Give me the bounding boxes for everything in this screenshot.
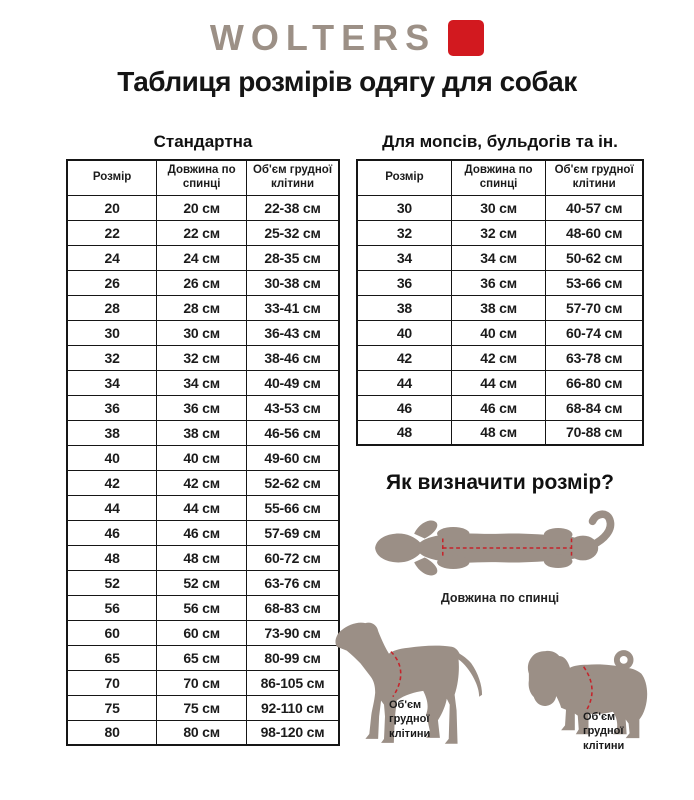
table-cell: 30 [357, 195, 451, 220]
column-header-chest-volume: Об'єм грудної клітини [546, 160, 643, 195]
table-row [67, 270, 339, 295]
table-cell: 56 см [157, 595, 247, 620]
table-cell: 68-84 см [546, 395, 643, 420]
page-title: Таблиця розмірів одягу для собак [117, 66, 577, 97]
table-cell: 26 [67, 270, 157, 295]
table-row [67, 520, 339, 545]
table-row [67, 495, 339, 520]
table-row [357, 295, 643, 320]
table-row [67, 470, 339, 495]
table-cell: 73-90 см [247, 620, 340, 645]
guide-title: Як визначити розмір? [386, 471, 614, 495]
table-cell: 46 см [157, 520, 247, 545]
table-cell: 52 см [157, 570, 247, 595]
table-cell: 46 [67, 520, 157, 545]
table-cell: 32 [67, 345, 157, 370]
table-cell: 55-66 см [247, 495, 340, 520]
brand-logo [0, 17, 694, 58]
table-row [67, 395, 339, 420]
table-cell: 48 [67, 545, 157, 570]
table-cell: 34 см [451, 245, 545, 270]
back-length-label: Довжина по спинці [440, 591, 560, 606]
table-cell: 80 см [157, 720, 247, 745]
table-cell: 22 [67, 220, 157, 245]
table-row [67, 295, 339, 320]
table-cell: 34 [357, 245, 451, 270]
table-cell: 25-32 см [247, 220, 340, 245]
table-cell: 22-38 см [247, 195, 340, 220]
table-row [67, 195, 339, 220]
table-cell: 33-41 см [247, 295, 340, 320]
chest-volume-label: Об'єм грудної клітини [389, 699, 431, 740]
standard-size-table [66, 159, 340, 746]
table-row [67, 570, 339, 595]
table-cell: 92-110 см [247, 695, 340, 720]
table-cell: 30 см [451, 195, 545, 220]
table-cell: 53-66 см [546, 270, 643, 295]
column-header-back-length: Довжина по спинці [451, 160, 545, 195]
table-cell: 38 см [157, 420, 247, 445]
table-cell: 28 [67, 295, 157, 320]
chest-volume-label: Об'єм грудної клітини [583, 711, 625, 752]
table-cell: 66-80 см [546, 370, 643, 395]
table-cell: 36 см [157, 395, 247, 420]
table-row [67, 645, 339, 670]
table-cell: 68-83 см [247, 595, 340, 620]
table-cell: 34 [67, 370, 157, 395]
table-cell: 30-38 см [247, 270, 340, 295]
table-cell: 44 [357, 370, 451, 395]
side-view-dogs [356, 613, 644, 783]
table-cell: 36 см [451, 270, 545, 295]
table-cell: 44 [67, 495, 157, 520]
table-cell: 42 [357, 345, 451, 370]
brand-logo-text: WOLTERS [209, 17, 437, 58]
table-cell: 40 [357, 320, 451, 345]
table-row [67, 720, 339, 745]
table-cell: 42 см [451, 345, 545, 370]
table-cell: 40 см [451, 320, 545, 345]
table-header-row [67, 160, 339, 195]
table-cell: 38-46 см [247, 345, 340, 370]
table-row [67, 670, 339, 695]
column-header-chest-volume: Об'єм грудної клітини [247, 160, 340, 195]
table-cell: 40 [67, 445, 157, 470]
table-cell: 40 см [157, 445, 247, 470]
table-cell: 20 [67, 195, 157, 220]
table-cell: 48 см [451, 420, 545, 445]
table-cell: 80-99 см [247, 645, 340, 670]
table-row [357, 345, 643, 370]
table-cell: 60 [67, 620, 157, 645]
table-cell: 32 см [451, 220, 545, 245]
table-cell: 50-62 см [546, 245, 643, 270]
table-cell: 32 см [157, 345, 247, 370]
table-cell: 28-35 см [247, 245, 340, 270]
table-cell: 60-72 см [247, 545, 340, 570]
table-cell: 48 см [157, 545, 247, 570]
table-cell: 49-60 см [247, 445, 340, 470]
pugs-table-title: Для мопсів, бульдогів та ін. [382, 132, 618, 151]
table-cell: 24 [67, 245, 157, 270]
table-cell: 80 [67, 720, 157, 745]
table-cell: 36 [357, 270, 451, 295]
tall-dog-illustration [334, 613, 486, 753]
table-cell: 75 [67, 695, 157, 720]
table-row [357, 220, 643, 245]
table-cell: 60-74 см [546, 320, 643, 345]
table-cell: 30 [67, 320, 157, 345]
table-cell: 44 см [451, 370, 545, 395]
table-cell: 46 [357, 395, 451, 420]
table-header-row [357, 160, 643, 195]
table-row [67, 370, 339, 395]
table-cell: 63-78 см [546, 345, 643, 370]
table-cell: 65 [67, 645, 157, 670]
table-cell: 75 см [157, 695, 247, 720]
table-cell: 98-120 см [247, 720, 340, 745]
table-cell: 36-43 см [247, 320, 340, 345]
standard-table-section [66, 132, 340, 746]
dog-top-view-icon [366, 507, 634, 589]
table-row [357, 195, 643, 220]
table-cell: 43-53 см [247, 395, 340, 420]
table-cell: 52-62 см [247, 470, 340, 495]
table-row [357, 245, 643, 270]
table-cell: 42 [67, 470, 157, 495]
table-cell: 38 [357, 295, 451, 320]
column-header-size: Розмір [357, 160, 451, 195]
dog-top-view-illustration [366, 507, 634, 589]
table-row [357, 320, 643, 345]
table-cell: 40-49 см [247, 370, 340, 395]
table-row [357, 370, 643, 395]
table-cell: 48-60 см [546, 220, 643, 245]
table-cell: 86-105 см [247, 670, 340, 695]
table-cell: 38 [67, 420, 157, 445]
table-row [67, 695, 339, 720]
table-cell: 44 см [157, 495, 247, 520]
table-cell: 40-57 см [546, 195, 643, 220]
table-cell: 26 см [157, 270, 247, 295]
table-cell: 57-70 см [546, 295, 643, 320]
table-cell: 24 см [157, 245, 247, 270]
standard-table-title: Стандартна [153, 132, 253, 151]
table-cell: 70 [67, 670, 157, 695]
table-cell: 57-69 см [247, 520, 340, 545]
bulldog-illustration [523, 643, 655, 756]
brand-logo-square-icon [448, 20, 484, 56]
column-header-size: Розмір [67, 160, 157, 195]
table-cell: 65 см [157, 645, 247, 670]
table-cell: 32 [357, 220, 451, 245]
table-row [67, 445, 339, 470]
table-row [357, 395, 643, 420]
table-cell: 48 [357, 420, 451, 445]
table-cell: 46-56 см [247, 420, 340, 445]
table-row [357, 270, 643, 295]
table-cell: 56 [67, 595, 157, 620]
table-row [67, 595, 339, 620]
table-row [67, 245, 339, 270]
pugs-table-section [356, 132, 644, 783]
table-cell: 46 см [451, 395, 545, 420]
table-cell: 63-76 см [247, 570, 340, 595]
table-cell: 52 [67, 570, 157, 595]
measuring-guide [356, 471, 644, 783]
table-cell: 22 см [157, 220, 247, 245]
table-cell: 42 см [157, 470, 247, 495]
pugs-size-table [356, 159, 644, 446]
table-row [67, 345, 339, 370]
table-cell: 36 [67, 395, 157, 420]
table-cell: 20 см [157, 195, 247, 220]
table-cell: 70 см [157, 670, 247, 695]
table-row [67, 320, 339, 345]
table-row [67, 220, 339, 245]
table-cell: 60 см [157, 620, 247, 645]
table-cell: 38 см [451, 295, 545, 320]
table-cell: 34 см [157, 370, 247, 395]
table-row [67, 620, 339, 645]
table-cell: 28 см [157, 295, 247, 320]
table-row [357, 420, 643, 445]
table-cell: 70-88 см [546, 420, 643, 445]
table-row [67, 545, 339, 570]
table-cell: 30 см [157, 320, 247, 345]
table-row [67, 420, 339, 445]
column-header-back-length: Довжина по спинці [157, 160, 247, 195]
